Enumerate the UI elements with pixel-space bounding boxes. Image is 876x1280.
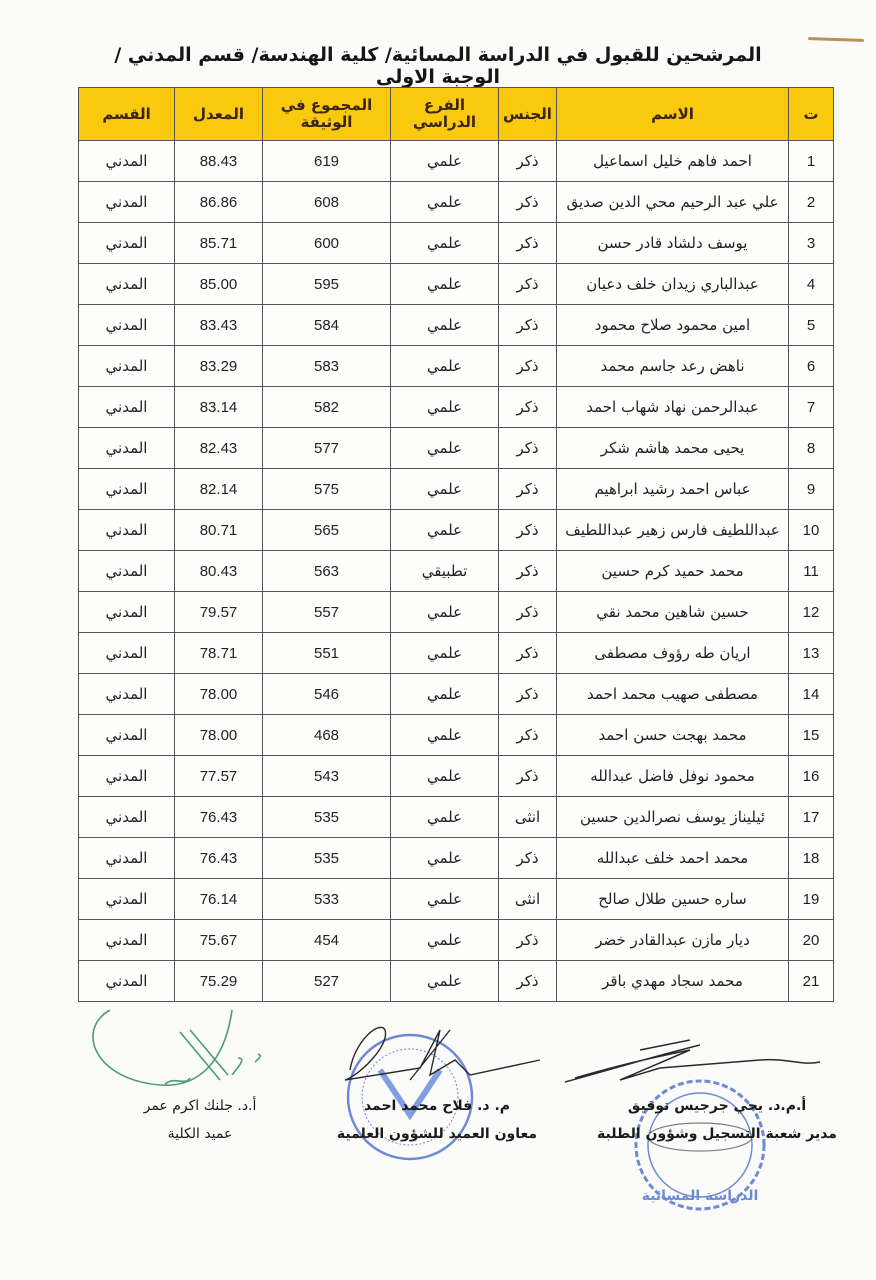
middle-signature-icon <box>345 1027 540 1080</box>
row-average: 76.14 <box>175 879 263 920</box>
row-total: 595 <box>263 264 391 305</box>
dean-role: عميد الكلية <box>167 1126 233 1142</box>
row-department: المدني <box>79 510 175 551</box>
row-branch: علمي <box>391 756 499 797</box>
header-total: المجموع في الوثيقة <box>263 88 391 141</box>
row-department: المدني <box>79 305 175 346</box>
row-department: المدني <box>79 592 175 633</box>
row-name: يوسف دلشاد قادر حسن <box>557 223 789 264</box>
registrar-role: مدير شعبة التسجيل وشؤون الطلبة <box>597 1126 837 1142</box>
row-branch: علمي <box>391 469 499 510</box>
row-total: 582 <box>263 387 391 428</box>
row-total: 619 <box>263 141 391 182</box>
row-total: 468 <box>263 715 391 756</box>
row-total: 535 <box>263 797 391 838</box>
row-total: 563 <box>263 551 391 592</box>
row-name: مصطفى صهيب محمد احمد <box>557 674 789 715</box>
table-row <box>79 469 834 510</box>
row-index: 18 <box>789 838 834 879</box>
row-name: اريان طه رؤوف مصطفى <box>557 633 789 674</box>
row-total: 551 <box>263 633 391 674</box>
row-name: يحيى محمد هاشم شكر <box>557 428 789 469</box>
row-total: 577 <box>263 428 391 469</box>
row-department: المدني <box>79 920 175 961</box>
row-branch: علمي <box>391 838 499 879</box>
row-department: المدني <box>79 264 175 305</box>
row-average: 76.43 <box>175 838 263 879</box>
row-average: 78.00 <box>175 674 263 715</box>
row-branch: علمي <box>391 346 499 387</box>
row-department: المدني <box>79 223 175 264</box>
row-department: المدني <box>79 387 175 428</box>
row-branch: علمي <box>391 592 499 633</box>
row-gender: ذكر <box>499 920 557 961</box>
dean-signature-icon <box>93 1010 260 1085</box>
row-average: 86.86 <box>175 182 263 223</box>
table-row <box>79 141 834 182</box>
row-average: 88.43 <box>175 141 263 182</box>
row-name: محمد سجاد مهدي باقر <box>557 961 789 1002</box>
assistant-dean-name: م. د. فلاح محمد احمد <box>363 1098 511 1114</box>
row-index: 5 <box>789 305 834 346</box>
row-total: 565 <box>263 510 391 551</box>
row-branch: علمي <box>391 920 499 961</box>
row-branch: علمي <box>391 428 499 469</box>
row-branch: تطبيقي <box>391 551 499 592</box>
row-branch: علمي <box>391 223 499 264</box>
row-name: احمد فاهم خليل اسماعيل <box>557 141 789 182</box>
table-row <box>79 551 834 592</box>
assistant-dean-signature-block <box>312 1092 562 1148</box>
row-gender: ذكر <box>499 346 557 387</box>
row-department: المدني <box>79 551 175 592</box>
row-index: 8 <box>789 428 834 469</box>
row-department: المدني <box>79 141 175 182</box>
row-average: 83.43 <box>175 305 263 346</box>
header-name: الاسم <box>557 88 789 141</box>
row-branch: علمي <box>391 961 499 1002</box>
row-index: 11 <box>789 551 834 592</box>
row-name: علي عبد الرحيم محي الدين صديق <box>557 182 789 223</box>
row-index: 6 <box>789 346 834 387</box>
table-row <box>79 305 834 346</box>
row-index: 16 <box>789 756 834 797</box>
row-average: 75.29 <box>175 961 263 1002</box>
table-row <box>79 797 834 838</box>
row-name: محمود نوفل فاضل عبدالله <box>557 756 789 797</box>
row-index: 17 <box>789 797 834 838</box>
row-department: المدني <box>79 879 175 920</box>
row-total: 546 <box>263 674 391 715</box>
row-branch: علمي <box>391 305 499 346</box>
row-index: 14 <box>789 674 834 715</box>
row-index: 1 <box>789 141 834 182</box>
paper-mark <box>808 37 864 42</box>
row-name: محمد بهجت حسن احمد <box>557 715 789 756</box>
row-branch: علمي <box>391 510 499 551</box>
row-branch: علمي <box>391 633 499 674</box>
table-row <box>79 264 834 305</box>
row-branch: علمي <box>391 141 499 182</box>
row-department: المدني <box>79 797 175 838</box>
row-branch: علمي <box>391 182 499 223</box>
row-total: 535 <box>263 838 391 879</box>
table-row <box>79 961 834 1002</box>
row-index: 7 <box>789 387 834 428</box>
row-index: 3 <box>789 223 834 264</box>
row-total: 454 <box>263 920 391 961</box>
row-gender: ذكر <box>499 182 557 223</box>
header-branch: الفرع الدراسي <box>391 88 499 141</box>
assistant-dean-role: معاون العميد للشؤون العلمية <box>336 1126 538 1142</box>
row-total: 543 <box>263 756 391 797</box>
row-average: 80.71 <box>175 510 263 551</box>
row-index: 12 <box>789 592 834 633</box>
table-row <box>79 838 834 879</box>
row-index: 9 <box>789 469 834 510</box>
row-index: 10 <box>789 510 834 551</box>
row-department: المدني <box>79 182 175 223</box>
row-gender: ذكر <box>499 715 557 756</box>
row-average: 75.67 <box>175 920 263 961</box>
row-index: 4 <box>789 264 834 305</box>
row-total: 583 <box>263 346 391 387</box>
row-department: المدني <box>79 961 175 1002</box>
header-average: المعدل <box>175 88 263 141</box>
candidates-table <box>78 87 834 1002</box>
row-branch: علمي <box>391 797 499 838</box>
row-branch: علمي <box>391 879 499 920</box>
row-gender: ذكر <box>499 469 557 510</box>
row-department: المدني <box>79 428 175 469</box>
row-gender: ذكر <box>499 633 557 674</box>
table-row <box>79 510 834 551</box>
row-gender: ذكر <box>499 428 557 469</box>
row-index: 19 <box>789 879 834 920</box>
row-total: 600 <box>263 223 391 264</box>
svg-text:الدراسة المسائية: الدراسة المسائية <box>641 1188 759 1204</box>
row-name: ديار مازن عبدالقادر خضر <box>557 920 789 961</box>
row-department: المدني <box>79 715 175 756</box>
header-department: القسم <box>79 88 175 141</box>
row-gender: ذكر <box>499 551 557 592</box>
row-index: 20 <box>789 920 834 961</box>
row-gender: ذكر <box>499 141 557 182</box>
row-gender: ذكر <box>499 592 557 633</box>
row-department: المدني <box>79 633 175 674</box>
row-index: 13 <box>789 633 834 674</box>
row-branch: علمي <box>391 674 499 715</box>
row-average: 77.57 <box>175 756 263 797</box>
table-row <box>79 223 834 264</box>
table-header-row <box>79 88 834 141</box>
row-name: ئيليناز يوسف نصرالدين حسين <box>557 797 789 838</box>
table-row <box>79 715 834 756</box>
table-row <box>79 387 834 428</box>
table-row <box>79 346 834 387</box>
row-name: ساره حسين طلال صالح <box>557 879 789 920</box>
row-total: 584 <box>263 305 391 346</box>
row-branch: علمي <box>391 715 499 756</box>
row-index: 15 <box>789 715 834 756</box>
row-total: 557 <box>263 592 391 633</box>
header-index: ت <box>789 88 834 141</box>
row-total: 575 <box>263 469 391 510</box>
row-average: 78.71 <box>175 633 263 674</box>
row-average: 80.43 <box>175 551 263 592</box>
row-name: محمد حميد كرم حسين <box>557 551 789 592</box>
row-name: ناهض رعد جاسم محمد <box>557 346 789 387</box>
row-name: حسين شاهين محمد نقي <box>557 592 789 633</box>
row-department: المدني <box>79 838 175 879</box>
row-gender: ذكر <box>499 961 557 1002</box>
row-gender: ذكر <box>499 264 557 305</box>
row-name: عباس احمد رشيد ابراهيم <box>557 469 789 510</box>
row-gender: ذكر <box>499 510 557 551</box>
row-branch: علمي <box>391 264 499 305</box>
row-gender: ذكر <box>499 674 557 715</box>
row-gender: ذكر <box>499 305 557 346</box>
row-name: عبدالباري زيدان خلف دعيان <box>557 264 789 305</box>
row-total: 533 <box>263 879 391 920</box>
row-index: 2 <box>789 182 834 223</box>
row-average: 82.43 <box>175 428 263 469</box>
table-row <box>79 674 834 715</box>
dean-signature-block <box>100 1092 300 1148</box>
row-gender: ذكر <box>499 387 557 428</box>
row-average: 82.14 <box>175 469 263 510</box>
row-average: 85.71 <box>175 223 263 264</box>
row-average: 76.43 <box>175 797 263 838</box>
row-gender: انثى <box>499 879 557 920</box>
row-average: 85.00 <box>175 264 263 305</box>
row-index: 21 <box>789 961 834 1002</box>
row-average: 83.14 <box>175 387 263 428</box>
row-name: عبداللطيف فارس زهير عبداللطيف <box>557 510 789 551</box>
row-average: 79.57 <box>175 592 263 633</box>
table-row <box>79 879 834 920</box>
registrar-name: أ.م.د. يحي جرجيس توفيق <box>627 1098 807 1114</box>
table-row <box>79 756 834 797</box>
row-name: محمد احمد خلف عبدالله <box>557 838 789 879</box>
table-row <box>79 920 834 961</box>
row-department: المدني <box>79 756 175 797</box>
row-gender: ذكر <box>499 838 557 879</box>
table-row <box>79 633 834 674</box>
row-department: المدني <box>79 346 175 387</box>
row-gender: ذكر <box>499 223 557 264</box>
header-gender: الجنس <box>499 88 557 141</box>
row-branch: علمي <box>391 387 499 428</box>
row-gender: انثى <box>499 797 557 838</box>
row-department: المدني <box>79 674 175 715</box>
dean-name: أ.د. جلنك اكرم عمر <box>143 1098 257 1114</box>
row-department: المدني <box>79 469 175 510</box>
registrar-signature-block <box>572 1092 862 1148</box>
row-name: امين محمود صلاح محمود <box>557 305 789 346</box>
row-gender: ذكر <box>499 756 557 797</box>
table-row <box>79 182 834 223</box>
right-signature-icon <box>565 1040 820 1082</box>
row-average: 83.29 <box>175 346 263 387</box>
document-title: المرشحين للقبول في الدراسة المسائية/ كلية الهندسة/ قسم المدني / الوجبة الاولى <box>114 44 762 88</box>
row-total: 527 <box>263 961 391 1002</box>
table-row <box>79 428 834 469</box>
table-row <box>79 592 834 633</box>
row-total: 608 <box>263 182 391 223</box>
row-average: 78.00 <box>175 715 263 756</box>
row-name: عبدالرحمن نهاد شهاب احمد <box>557 387 789 428</box>
